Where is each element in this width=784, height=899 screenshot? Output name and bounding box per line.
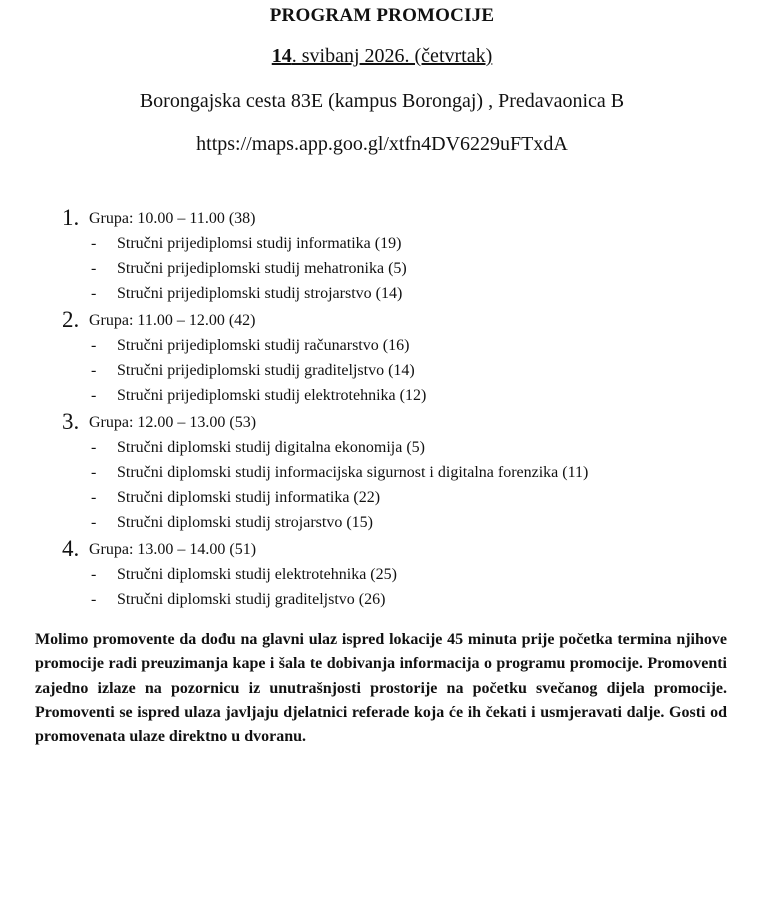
dash-bullet: - <box>91 591 97 608</box>
list-item <box>0 358 784 383</box>
dash-bullet: - <box>91 489 97 506</box>
dash-bullet: - <box>91 387 97 404</box>
dash-bullet: - <box>91 235 97 252</box>
study-program: Stručni prijediplomski studij računarstvo (16) <box>117 337 410 354</box>
list-item <box>0 383 784 408</box>
list-item <box>0 485 784 510</box>
list-item <box>0 256 784 281</box>
dash-bullet: - <box>91 464 97 481</box>
group-list <box>0 204 784 612</box>
dash-bullet: - <box>91 362 97 379</box>
list-item <box>0 281 784 306</box>
dash-bullet: - <box>91 566 97 583</box>
group-number: 1. <box>62 205 80 230</box>
event-date-day: 14 <box>271 45 292 67</box>
list-item <box>0 562 784 587</box>
group-2 <box>0 306 784 408</box>
group-time-label: Grupa: 13.00 – 14.00 (51) <box>89 541 257 558</box>
instructions-paragraph: Molimo promovente da dođu na glavni ulaz ispred lokacije 45 minuta prije početka termina njihove promocije radi preuzimanja kape i šala te dobivanja informacija o programu promocije. Promoventi zajedno izlaze na pozornicu iz unutrašnjosti prostorije na početku svečanog dijela promocije. Promoventi se ispred ulaza javljaju djelatnici referade koja će ih čekati i usmjeravati dalje. Gosti od promovenata ulaze direktno u dvoranu. <box>35 631 727 746</box>
study-program: Stručni diplomski studij informacijska sigurnost i digitalna forenzika (11) <box>117 464 589 481</box>
dash-bullet: - <box>91 439 97 456</box>
dash-bullet: - <box>91 514 97 531</box>
group-heading <box>0 535 784 562</box>
group-time-label: Grupa: 11.00 – 12.00 (42) <box>89 312 256 329</box>
dash-bullet: - <box>91 337 97 354</box>
group-number: 3. <box>62 409 80 434</box>
dash-bullet: - <box>91 285 97 302</box>
study-program: Stručni diplomski studij elektrotehnika (25) <box>117 566 397 583</box>
group-4 <box>0 535 784 612</box>
list-item <box>0 435 784 460</box>
group-heading <box>0 204 784 231</box>
list-item <box>0 231 784 256</box>
event-address: Borongajska cesta 83E (kampus Borongaj) , Predavaonica B <box>139 90 625 112</box>
event-date-rest: . svibanj 2026. (četvrtak) <box>291 45 493 67</box>
study-program: Stručni diplomski studij graditeljstvo (26) <box>117 591 386 608</box>
study-program: Stručni prijediplomski studij elektrotehnika (12) <box>117 387 427 404</box>
dash-bullet: - <box>91 260 97 277</box>
group-time-label: Grupa: 10.00 – 11.00 (38) <box>89 210 256 227</box>
study-program: Stručni prijediplomski studij graditeljstvo (14) <box>117 362 415 379</box>
study-program: Stručni prijediplomsi studij informatika (19) <box>117 235 402 252</box>
group-time-label: Grupa: 12.00 – 13.00 (53) <box>89 414 257 431</box>
group-number: 2. <box>62 307 80 332</box>
group-number: 4. <box>62 536 80 561</box>
study-program: Stručni diplomski studij digitalna ekonomija (5) <box>117 439 425 456</box>
list-item <box>0 587 784 612</box>
list-item <box>0 460 784 485</box>
group-3 <box>0 408 784 535</box>
list-item <box>0 333 784 358</box>
group-heading <box>0 306 784 333</box>
study-program: Stručni prijediplomski studij mehatronika (5) <box>117 260 407 277</box>
page-title: PROGRAM PROMOCIJE <box>269 5 495 26</box>
study-program: Stručni prijediplomski studij strojarstvo (14) <box>117 285 403 302</box>
group-1 <box>0 204 784 306</box>
map-link[interactable]: https://maps.app.goo.gl/xtfn4DV6229uFTxdA <box>196 133 568 155</box>
list-item <box>0 510 784 535</box>
study-program: Stručni diplomski studij strojarstvo (15) <box>117 514 373 531</box>
event-date <box>0 45 764 68</box>
study-program: Stručni diplomski studij informatika (22) <box>117 489 381 506</box>
group-heading <box>0 408 784 435</box>
